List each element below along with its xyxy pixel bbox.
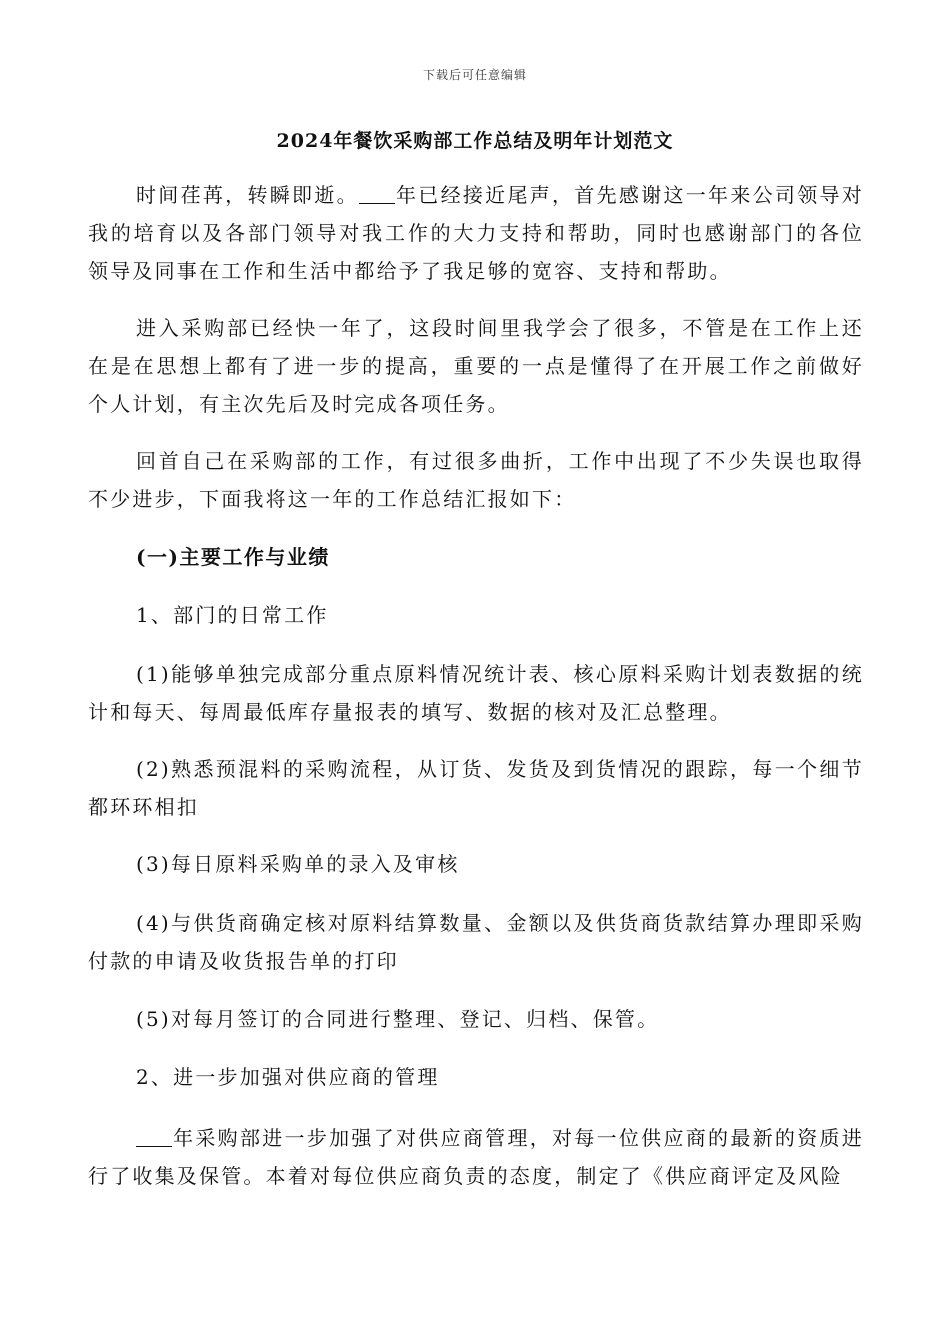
item-daily-work-title: 1、部门的日常工作 [136, 603, 329, 627]
item-daily-work-1: (1)能够单独完成部分重点原料情况统计表、核心原料采购计划表数据的统计和每天、每周最低库存量报表的填写、数据的核对及汇总整理。 [88, 662, 864, 724]
document-title: 2024年餐饮采购部工作总结及明年计划范文 [276, 130, 674, 152]
blank-underline [136, 1128, 172, 1147]
item-daily-work-4: (4)与供货商确定核对原料结算数量、金额以及供货商货款结算办理即采购付款的申请及收货报告单的打印 [88, 911, 864, 973]
item-daily-work-3: (3)每日原料采购单的录入及审核 [136, 852, 460, 876]
item-supplier-management-title: 2、进一步加强对供应商的管理 [136, 1065, 440, 1089]
item-daily-work-5: (5)对每月签订的合同进行整理、登记、归档、保管。 [136, 1007, 660, 1031]
paragraph-supplier-management-text: 年采购部进一步加强了对供应商管理，对每一位供应商的最新的资质进行了收集及保管。本着对每位供应商负责的态度，制定了《供应商评定及风险 [88, 1126, 864, 1188]
blank-underline [359, 185, 395, 204]
header-note: 下载后可任意编辑 [422, 68, 527, 82]
item-daily-work-2: (2)熟悉预混料的采购流程，从订货、发货及到货情况的跟踪，每一个细节都环环相扣 [88, 757, 864, 819]
paragraph-intro [88, 176, 864, 290]
paragraph-progress: 进入采购部已经快一年了，这段时间里我学会了很多，不管是在工作上还在是在思想上都有了进一步的提高，重要的一点是懂得了在开展工作之前做好个人计划，有主次先后及时完成各项任务。 [88, 316, 864, 416]
paragraph-intro-rest: 年已经接近尾声，首先感谢这一年来公司领导对我的培育以及各部门领导对我工作的大力支持和帮助，同时也感谢部门的各位领导及同事在工作和生活中都给予了我足够的宽容、支持和帮助。 [88, 183, 865, 283]
paragraph-intro-start: 时间荏苒，转瞬即逝。 [136, 183, 359, 207]
paragraph-supplier-management [88, 1119, 864, 1195]
section-heading-main-work: (一)主要工作与业绩 [136, 545, 330, 569]
paragraph-review: 回首自己在采购部的工作，有过很多曲折，工作中出现了不少失误也取得不少进步，下面我将这一年的工作总结汇报如下： [88, 449, 864, 511]
